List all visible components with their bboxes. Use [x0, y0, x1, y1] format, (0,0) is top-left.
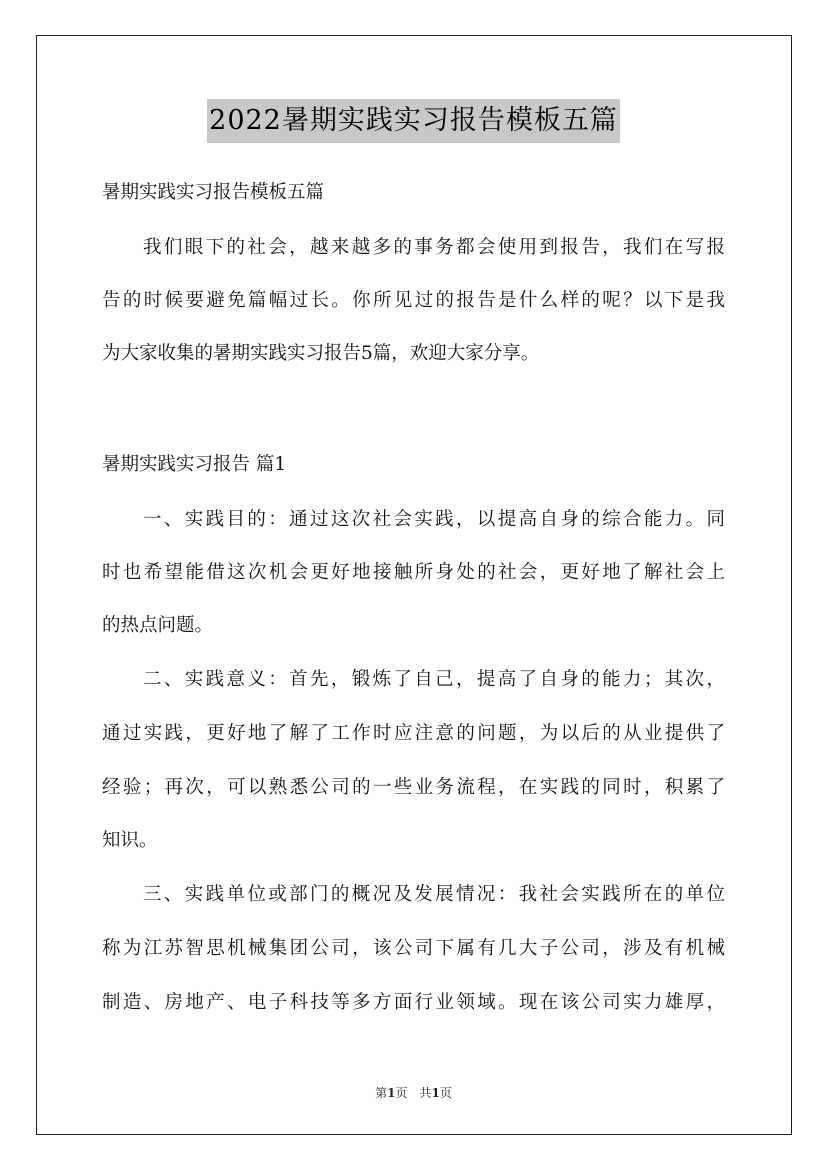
footer-mid: 页 共: [395, 1086, 432, 1100]
para3-line-3: 制造、房地产、电子科技等多方面行业领域。现在该公司实力雄厚，: [102, 992, 725, 1013]
title-container: [0, 99, 827, 143]
para2-line-3: 经验；再次，可以熟悉公司的一些业务流程，在实践的同时，积累了: [102, 777, 725, 798]
section-heading: 暑期实践实习报告 篇1: [102, 454, 287, 475]
intro-line-2: 告的时候要避免篇幅过长。你所见过的报告是什么样的呢？以下是我: [102, 290, 725, 311]
document-subtitle: 暑期实践实习报告模板五篇: [102, 182, 325, 203]
intro-line-1: 我们眼下的社会，越来越多的事务都会使用到报告，我们在写报: [143, 237, 725, 258]
para3-line-1: 三、实践单位或部门的概况及发展情况：我社会实践所在的单位: [143, 884, 725, 905]
footer-page-number: 1: [387, 1086, 396, 1100]
para1-line-1: 一、实践目的：通过这次社会实践，以提高自身的综合能力。同: [143, 509, 725, 530]
intro-line-3: 为大家收集的暑期实践实习报告5篇，欢迎大家分享。: [102, 343, 540, 364]
para3-line-2: 称为江苏智思机械集团公司，该公司下属有几大子公司，涉及有机械: [102, 938, 725, 959]
para2-line-4: 知识。: [102, 830, 158, 851]
page-footer: [0, 1085, 827, 1101]
document-title: 2022暑期实践实习报告模板五篇: [207, 99, 620, 143]
footer-page-total: 1: [431, 1086, 440, 1100]
para2-line-2: 通过实践，更好地了解了工作时应注意的问题，为以后的从业提供了: [102, 723, 725, 744]
footer-suffix: 页: [439, 1086, 452, 1100]
para1-line-2: 时也希望能借这次机会更好地接触所身处的社会，更好地了解社会上: [102, 562, 725, 583]
para2-line-1: 二、实践意义：首先，锻炼了自己，提高了自身的能力；其次，: [143, 669, 725, 690]
para1-line-3: 的热点问题。: [102, 615, 214, 636]
footer-prefix: 第: [375, 1086, 388, 1100]
